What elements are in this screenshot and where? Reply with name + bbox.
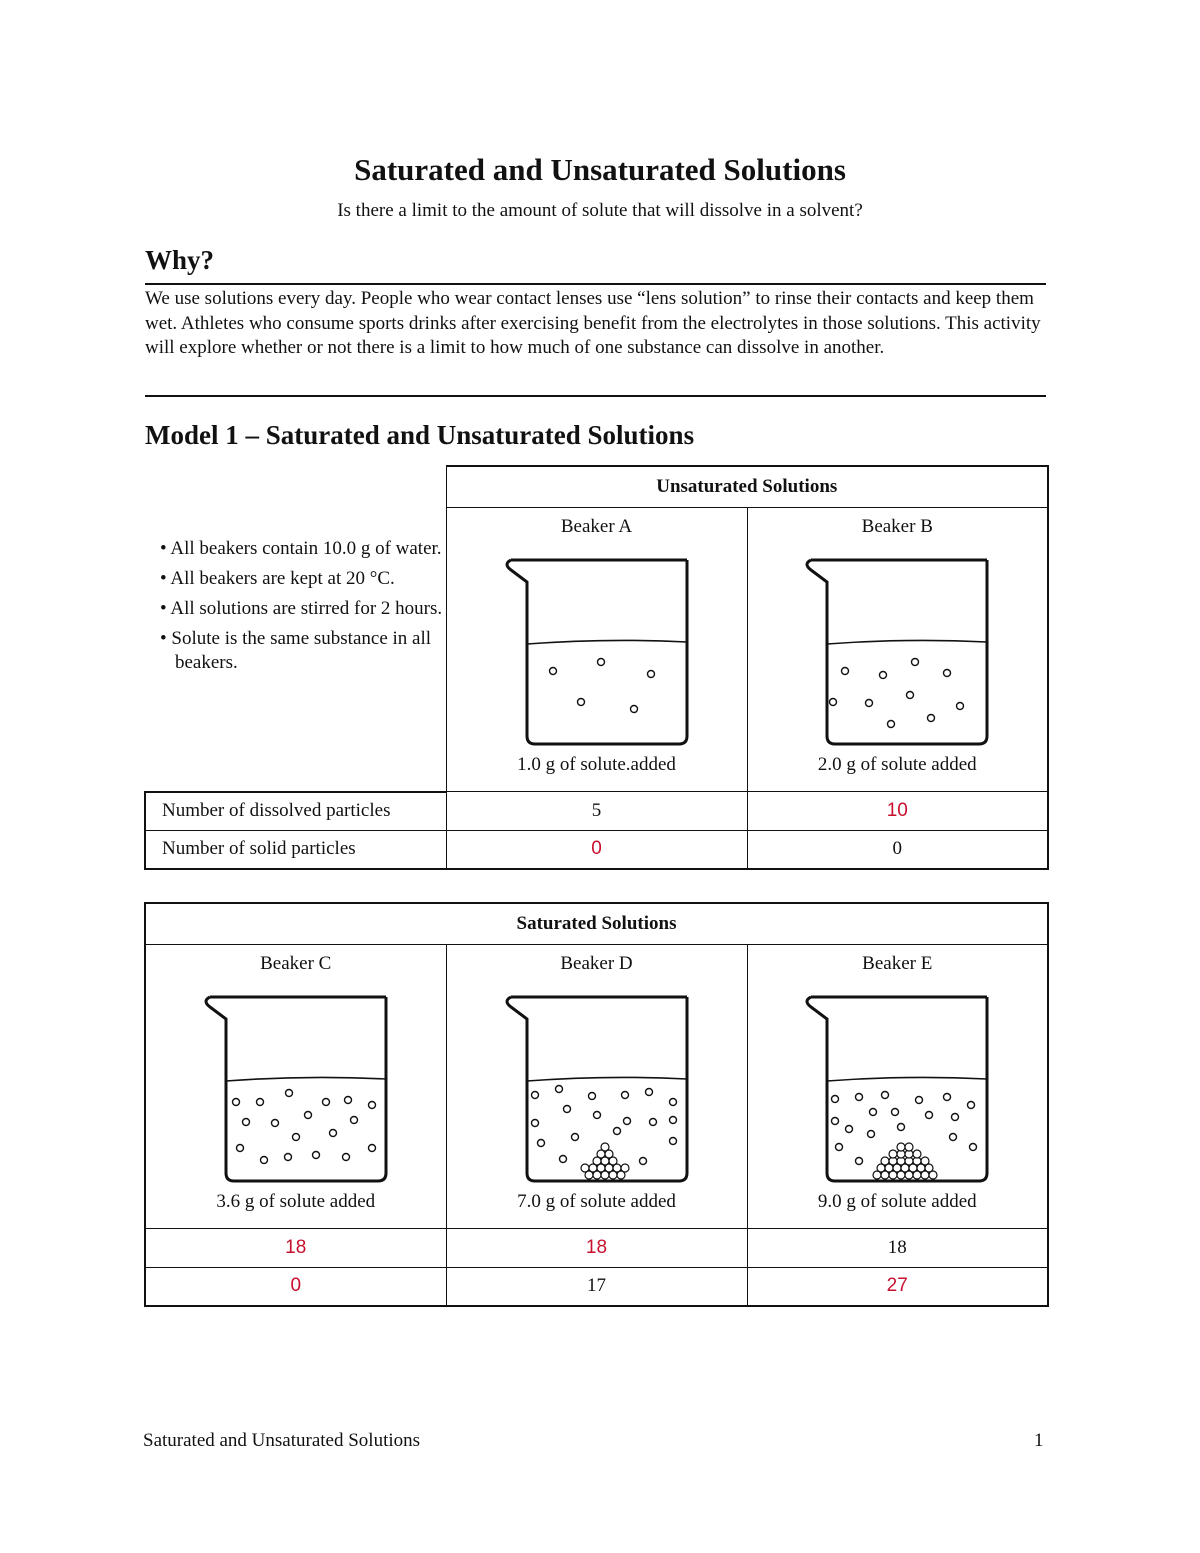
beaker-b-name: Beaker B	[861, 516, 933, 537]
solid-particles	[581, 1143, 629, 1179]
beaker-d-caption: 7.0 g of solute added	[517, 1191, 676, 1212]
page-title: Saturated and Unsaturated Solutions	[354, 152, 846, 187]
beaker-d-cell	[446, 945, 747, 1229]
saturated-header: Saturated Solutions	[145, 903, 1048, 945]
beaker-d-illustration	[497, 981, 697, 1191]
blank-cell	[145, 466, 446, 508]
divider-bottom	[145, 395, 1046, 397]
why-paragraph: We use solutions every day. People who wear contact lenses use “lens solution” to rinse their contacts and keep them wet. Athletes who consume sports drinks after exercising benefit from the electrolytes in those solutions. This activity will explore whether or not there is a limit to how much of one substance can dissolve in another.	[145, 288, 1041, 358]
beaker-a-caption: 1.0 g of solute.added	[517, 754, 676, 775]
beaker-e-name: Beaker E	[862, 953, 933, 974]
beaker-e-caption: 9.0 g of solute added	[817, 1191, 977, 1212]
beaker-b-illustration	[797, 544, 997, 754]
condition-item: • Solute is the same substance in all beakers.	[160, 628, 432, 673]
dissolved-particles	[232, 1090, 375, 1164]
beaker-e-illustration	[797, 981, 997, 1191]
beaker-b-caption: 2.0 g of solute added	[817, 754, 977, 775]
page-subtitle: Is there a limit to the amount of solute that will dissolve in a solvent?	[337, 200, 863, 221]
beaker-b-cell	[747, 508, 1048, 792]
beaker-c-caption: 3.6 g of solute added	[216, 1191, 376, 1212]
condition-item: • All beakers are kept at 20 °C.	[160, 568, 395, 589]
beaker-d-name: Beaker D	[560, 953, 633, 974]
unsaturated-table	[144, 465, 1049, 870]
beaker-b-solid: 0	[747, 831, 1048, 869]
beaker-e-cell	[747, 945, 1048, 1229]
saturated-table	[144, 902, 1049, 1307]
condition-item: • All beakers contain 10.0 g of water.	[160, 538, 442, 559]
dissolved-particles	[549, 659, 654, 713]
beaker-a-dissolved: 5	[446, 792, 747, 831]
condition-item: • All solutions are stirred for 2 hours.	[160, 598, 443, 619]
beaker-e-dissolved: 18	[747, 1229, 1048, 1268]
model-heading: Model 1 – Saturated and Unsaturated Solutions	[145, 420, 695, 450]
beaker-e-solid-answer: 27	[747, 1268, 1048, 1306]
beaker-c-name: Beaker C	[260, 953, 332, 974]
footer-title: Saturated and Unsaturated Solutions	[143, 1430, 421, 1451]
beaker-b-dissolved-answer: 10	[747, 792, 1048, 831]
dissolved-particles	[830, 659, 964, 728]
beaker-a-name: Beaker A	[560, 516, 633, 537]
row-label-dissolved: Number of dissolved particles	[145, 792, 446, 831]
page-number: 1	[1034, 1430, 1044, 1451]
beaker-c-dissolved-answer: 18	[145, 1229, 446, 1268]
beaker-a-solid-answer: 0	[446, 831, 747, 869]
beaker-a-illustration	[497, 544, 697, 754]
beaker-c-illustration	[196, 981, 396, 1191]
unsaturated-header: Unsaturated Solutions	[446, 466, 1048, 508]
row-label-solid: Number of solid particles	[145, 831, 446, 869]
bullets-cell	[145, 508, 446, 792]
divider-top	[145, 283, 1046, 285]
beaker-c-cell	[145, 945, 446, 1229]
beaker-a-cell	[446, 508, 747, 792]
beaker-c-solid-answer: 0	[145, 1268, 446, 1306]
solid-particles	[873, 1143, 937, 1179]
beaker-d-solid: 17	[446, 1268, 747, 1306]
why-heading: Why?	[145, 245, 215, 275]
beaker-d-dissolved-answer: 18	[446, 1229, 747, 1268]
